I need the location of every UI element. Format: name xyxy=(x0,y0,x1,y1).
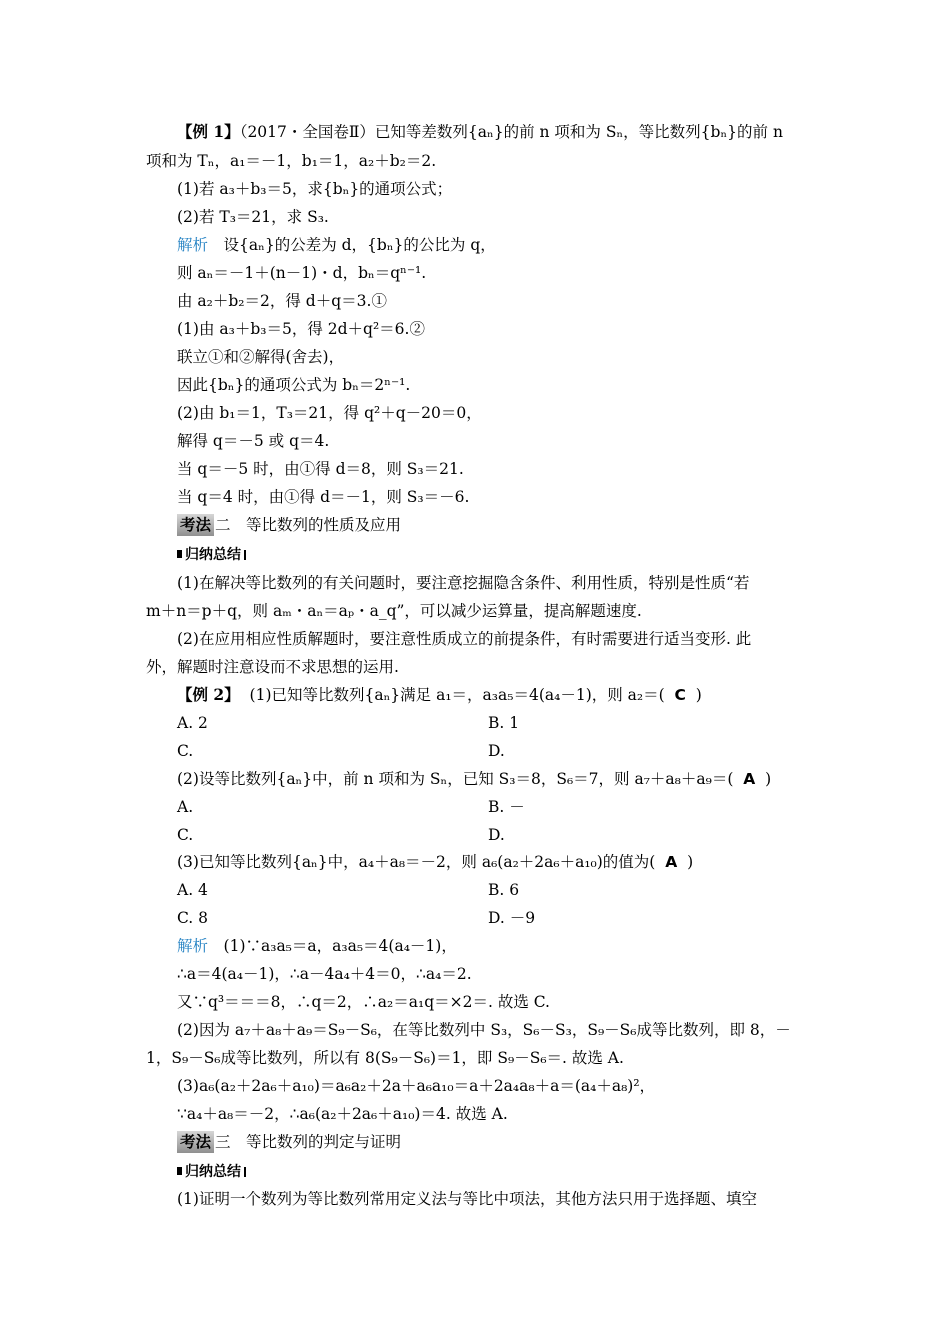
summary2-line-1: m＋n＝p＋q，则 aₘ・aₙ＝aₚ・a_q”，可以减少运算量，提高解题速度. xyxy=(146,602,642,620)
example2-answer3: A xyxy=(665,853,678,871)
example1-first-line xyxy=(177,122,783,142)
example2-solution-line-2: ∴a＝4(a₄－1)，∴a－4a₄＋4＝0，∴a₄＝2. xyxy=(177,965,472,983)
example2-analysis-label: 解析 xyxy=(177,937,209,955)
example2-problem1: 【例 2】 (1)已知等比数列{aₙ}满足 a₁＝，a₃a₅＝4(a₄－1)，则 a₂＝( C ) xyxy=(177,685,702,704)
example2-answer1: C xyxy=(674,686,686,704)
option-1b: B. 1 xyxy=(488,714,520,732)
example1-question2: (2)若 T₃＝21，求 S₃. xyxy=(177,208,329,226)
example1-line2: 项和为 Tₙ，a₁＝－1，b₁＝1，a₂＋b₂＝2. xyxy=(146,152,437,170)
example1-solution-line-4: 联立①和②解得(舍去)， xyxy=(177,348,345,366)
example2-solution-line-4: (2)因为 a₇＋a₈＋a₉＝S₉－S₆，在等比数列中 S₃，S₆－S₃，S₉－S₆成等比数列，即 8，－ xyxy=(177,1021,791,1039)
option-3a: A. 4 xyxy=(177,881,208,899)
example1-solution-line-9: 当 q＝4 时，由①得 d＝－1，则 S₃＝－6. xyxy=(177,488,470,506)
example1-solution-line-8: 当 q＝－5 时，由①得 d＝8，则 S₃＝21. xyxy=(177,460,464,478)
option-2c: C. xyxy=(177,826,194,844)
option-2d: D. xyxy=(488,826,505,844)
section2-heading xyxy=(177,514,401,536)
example2-solution-line-5: 1，S₉－S₆成等比数列，所以有 8(S₉－S₆)＝1，即 S₉－S₆＝. 故选 A. xyxy=(146,1049,624,1067)
section2-tag: 考法 xyxy=(177,514,214,536)
section2-title: 二 等比数列的性质及应用 xyxy=(215,516,402,534)
option-3c: C. 8 xyxy=(177,909,209,927)
summary-marker-icon xyxy=(177,1167,182,1175)
example1-solution-line-2: 由 a₂＋b₂＝2，得 d＋q＝3.① xyxy=(177,292,387,310)
example2-solution-line-1: 解析 (1)∵a₃a₅＝a，a₃a₅＝4(a₄－1)， xyxy=(177,937,457,955)
summary-marker-icon xyxy=(177,550,182,558)
option-2b: B. － xyxy=(488,798,525,816)
option-3d: D. －9 xyxy=(488,909,536,927)
example1-question1: (1)若 a₃＋b₃＝5，求{bₙ}的通项公式； xyxy=(177,180,453,198)
example1-line1: （2017・全国卷Ⅱ）已知等差数列{aₙ}的前 n 项和为 Sₙ，等比数列{bₙ}的前 n xyxy=(239,123,783,141)
option-1a: A. 2 xyxy=(177,714,208,732)
example1-solution-line-5: 因此{bₙ}的通项公式为 bₙ＝2ⁿ⁻¹. xyxy=(177,376,411,394)
example1-solution-line-1: 则 aₙ＝－1＋(n－1)・d，bₙ＝qⁿ⁻¹. xyxy=(177,264,427,282)
example1-header: 【例 1】 xyxy=(177,122,240,141)
option-1d: D. xyxy=(488,742,505,760)
example2-solution-line-7: ∵a₄＋a₈＝－2，∴a₆(a₂＋2a₆＋a₁₀)＝4. 故选 A. xyxy=(177,1105,508,1123)
option-3b: B. 6 xyxy=(488,881,520,899)
summary3-line-0: (1)证明一个数列为等比数列常用定义法与等比中项法，其他方法只用于选择题、填空 xyxy=(177,1190,757,1208)
example2-problem3: (3)已知等比数列{aₙ}中，a₄＋a₈＝－2，则 a₆(a₂＋2a₆＋a₁₀)的值为( A ) xyxy=(177,853,694,871)
section3-heading xyxy=(177,1131,401,1153)
option-2a: A. xyxy=(177,798,194,816)
example1-analysis-label: 解析 xyxy=(177,236,209,254)
summary-bar-icon xyxy=(244,550,246,560)
example2-answer2: A xyxy=(743,770,756,788)
example1-solution-line-6: (2)由 b₁＝1，T₃＝21，得 q²＋q－20＝0， xyxy=(177,404,482,422)
example2-solution-line-6: (3)a₆(a₂＋2a₆＋a₁₀)＝a₆a₂＋2a＋a₆a₁₀＝a＋2a₄a₈＋a＝(a₄＋a₈)²， xyxy=(177,1077,656,1095)
example2-solution-line-3: 又∵q³＝＝＝8，∴q＝2，∴a₂＝a₁q＝×2＝. 故选 C. xyxy=(177,993,550,1011)
example2-header: 【例 2】 xyxy=(177,685,240,704)
example1-solution-line-7: 解得 q＝－5 或 q＝4. xyxy=(177,432,330,450)
summary2-line-2: (2)在应用相应性质解题时，要注意性质成立的前提条件，有时需要进行适当变形. 此 xyxy=(177,630,752,648)
example1-solution-line-0: 解析 设{aₙ}的公差为 d，{bₙ}的公比为 q， xyxy=(177,236,496,254)
example1-solution-line-3: (1)由 a₃＋b₃＝5，得 2d＋q²＝6.② xyxy=(177,320,425,338)
summary2-line-0: (1)在解决等比数列的有关问题时，要注意挖掘隐含条件、利用性质，特别是性质“若 xyxy=(177,574,750,592)
summary2-line-3: 外，解题时注意设而不求思想的运用. xyxy=(146,658,399,676)
option-1c: C. xyxy=(177,742,194,760)
section3-summary-label: 归纳总结 xyxy=(177,1163,246,1181)
summary-bar-icon xyxy=(244,1167,246,1177)
section2-summary-label: 归纳总结 xyxy=(177,546,246,564)
example2-problem2: (2)设等比数列{aₙ}中，前 n 项和为 Sₙ，已知 S₃＝8，S₆＝7，则 a₇＋a₈＋a₉＝( A ) xyxy=(177,770,772,788)
section3-title: 三 等比数列的判定与证明 xyxy=(215,1133,402,1151)
section3-tag: 考法 xyxy=(177,1131,214,1153)
